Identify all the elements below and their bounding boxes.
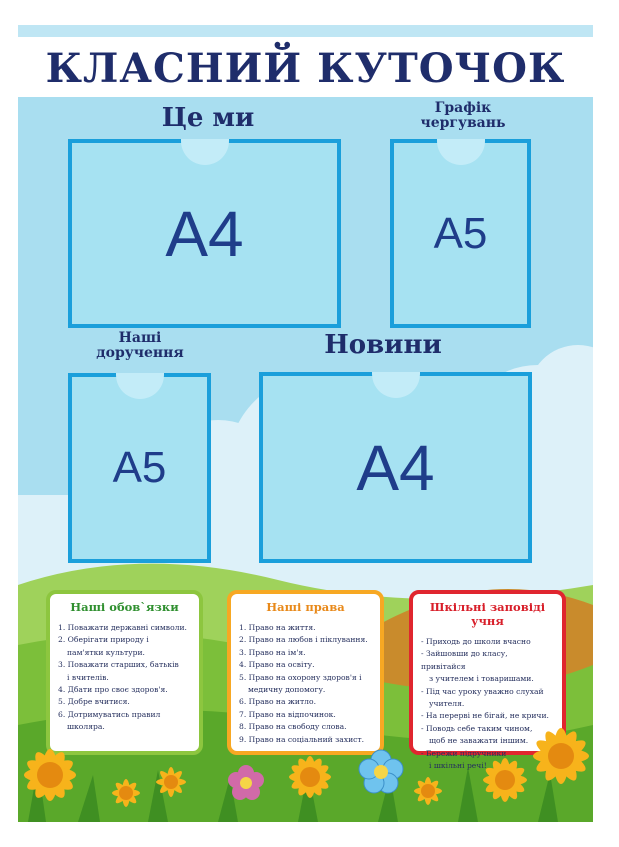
pocket-notch [181,139,229,165]
card-list [58,622,191,734]
sunflower-icon [20,745,80,805]
pocket-doruchennia [68,373,211,563]
list-item: 6. Дотримуватись правил [58,709,161,719]
pocket-notch [372,372,420,398]
pocket-format-label: А5 [433,208,488,258]
pocket-format-label: А4 [356,431,435,504]
list-item: 8. Право на свободу слова. [239,722,347,732]
pocket-format-label: А5 [112,443,167,492]
list-item: 3. Поважати старших, батьків [58,660,179,670]
pocket-hrafik [390,139,531,328]
card-list [239,622,372,746]
sunflower-icon [480,755,530,805]
list-item: - Бережи підручники [421,748,507,758]
pink-flower-icon [226,763,266,803]
pocket-ce-my [68,139,341,328]
pocket-notch [116,373,164,399]
label-hrafik-line1: Графік [434,100,492,116]
list-item: 1. Право на життя. [239,623,316,632]
list-item: - Зайшовши до класу, привітайся [421,649,508,671]
card-obovyazky [46,590,203,755]
sunflower-icon [110,777,142,809]
list-item: 4. Право на освіту. [239,660,315,670]
label-doruchennia-line2: доручення [96,344,184,361]
sunflower-icon [412,775,444,807]
list-item: 3. Право на ім'я. [239,647,306,657]
label-hrafik-line2: чергувань [420,114,506,131]
list-item: - Під час уроку уважно слухай [421,686,544,696]
list-item: 9. Право на соціальний захист. [239,734,365,744]
label-doruchennia-line1: Наші [118,330,162,346]
list-item: щоб не заважати іншим. [429,736,529,746]
card-title: Наші права [266,600,345,614]
list-item: школяра. [67,722,105,732]
list-item: і шкільні речі! [429,761,487,771]
blue-flower-icon [356,747,406,797]
list-item: з учителем і товаришами. [429,674,534,684]
sunflower-icon [286,753,334,801]
label-ce-my: Це ми [161,103,255,133]
card-title: Шкільні заповіді учня [429,600,546,628]
label-doruchennia [80,331,200,360]
page-title: КЛАСНИЙ КУТОЧОК [45,45,566,92]
list-item: - Поводь себе таким чином, [421,723,533,733]
list-item: пам'ятки культури. [67,647,145,657]
card-title: Наші обов`язки [70,600,179,614]
list-item: 5. Право на охорону здоров'я і [239,672,362,682]
poster [18,25,593,822]
list-item: - Приходь до школи вчасно [421,637,531,646]
pocket-notch [437,139,485,165]
list-item: медичну допомогу. [248,685,326,695]
list-item: і вчителів. [67,672,109,682]
sunflower-icon [530,725,592,787]
list-item: 7. Право на відпочинок. [239,709,336,719]
list-item: учителя. [429,699,465,709]
card-prava [227,590,384,755]
list-item: 6. Право на житло. [239,697,316,707]
label-novyny: Новини [324,330,442,360]
list-item: 2. Оберігати природу і [58,635,149,645]
pocket-novyny [259,372,532,563]
list-item: 5. Добре вчитися. [58,697,130,707]
sunflower-icon [154,765,188,799]
pocket-format-label: А4 [165,197,244,270]
label-hrafik [403,101,523,130]
list-item: 1. Поважати державні символи. [58,623,187,632]
list-item: 2. Право на любов і піклування. [239,635,368,645]
title-bar [18,25,593,97]
list-item: 4. Дбати про своє здоров'я. [58,685,168,695]
list-item: - На перерві не бігай, не кричи. [421,711,549,721]
